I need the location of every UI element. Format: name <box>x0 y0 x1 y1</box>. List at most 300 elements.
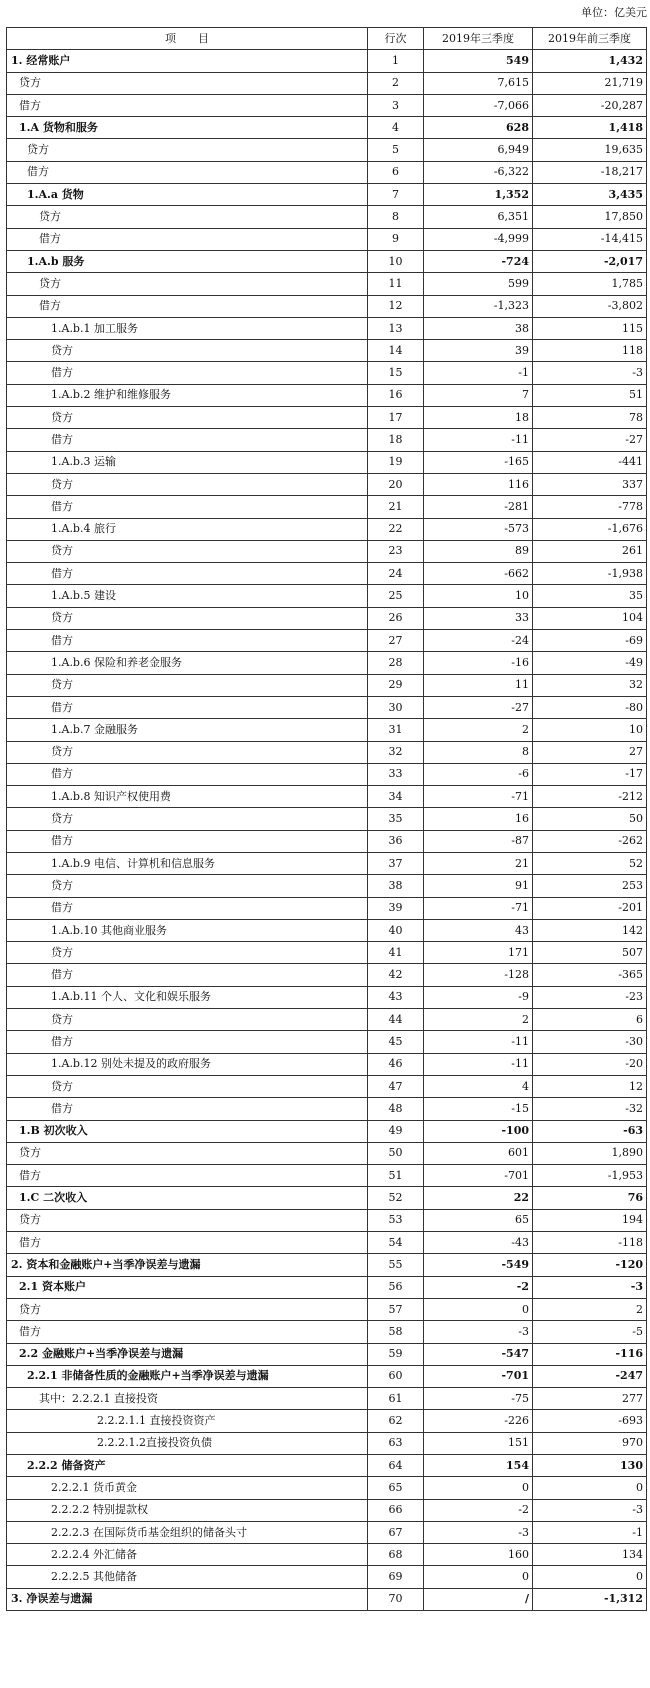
row-number: 28 <box>368 652 424 674</box>
value-first-three-quarters-2019: 261 <box>533 540 647 562</box>
row-number: 11 <box>368 273 424 295</box>
value-q3-2019: 599 <box>424 273 533 295</box>
value-q3-2019: 33 <box>424 607 533 629</box>
row-label: 2.2.2.2 特别提款权 <box>7 1499 368 1521</box>
row-number: 38 <box>368 875 424 897</box>
row-number: 67 <box>368 1521 424 1543</box>
table-row <box>7 1254 647 1276</box>
table-row <box>7 897 647 919</box>
value-q3-2019: 6,351 <box>424 206 533 228</box>
table-row <box>7 696 647 718</box>
row-number: 48 <box>368 1098 424 1120</box>
value-q3-2019: -1 <box>424 362 533 384</box>
row-number: 44 <box>368 1009 424 1031</box>
row-number: 22 <box>368 518 424 540</box>
table-row <box>7 1321 647 1343</box>
table-row <box>7 563 647 585</box>
table-row <box>7 518 647 540</box>
row-number: 31 <box>368 719 424 741</box>
value-q3-2019: -547 <box>424 1343 533 1365</box>
row-number: 51 <box>368 1165 424 1187</box>
value-q3-2019: 22 <box>424 1187 533 1209</box>
value-first-three-quarters-2019: -365 <box>533 964 647 986</box>
row-label: 借方 <box>7 897 368 919</box>
table-row <box>7 1298 647 1320</box>
table-row <box>7 1098 647 1120</box>
row-number: 41 <box>368 942 424 964</box>
value-q3-2019: 8 <box>424 741 533 763</box>
value-first-three-quarters-2019: -247 <box>533 1365 647 1387</box>
value-q3-2019: 154 <box>424 1455 533 1477</box>
table-row <box>7 763 647 785</box>
table-row <box>7 1521 647 1543</box>
value-q3-2019: 18 <box>424 407 533 429</box>
table-row <box>7 139 647 161</box>
row-number: 49 <box>368 1120 424 1142</box>
value-first-three-quarters-2019: -693 <box>533 1410 647 1432</box>
row-label: 贷方 <box>7 808 368 830</box>
row-label: 借方 <box>7 1031 368 1053</box>
row-number: 36 <box>368 830 424 852</box>
table-row <box>7 340 647 362</box>
row-label: 贷方 <box>7 206 368 228</box>
row-label: 1.A.b.12 别处未提及的政府服务 <box>7 1053 368 1075</box>
value-q3-2019: -71 <box>424 786 533 808</box>
row-label: 1.A.b 服务 <box>7 250 368 272</box>
value-q3-2019: -16 <box>424 652 533 674</box>
value-first-three-quarters-2019: 104 <box>533 607 647 629</box>
row-number: 9 <box>368 228 424 250</box>
value-first-three-quarters-2019: -27 <box>533 429 647 451</box>
value-first-three-quarters-2019: -18,217 <box>533 161 647 183</box>
value-first-three-quarters-2019: -262 <box>533 830 647 852</box>
table-row <box>7 1499 647 1521</box>
value-q3-2019: -87 <box>424 830 533 852</box>
row-label: 1.A.b.2 维护和维修服务 <box>7 384 368 406</box>
table-row <box>7 206 647 228</box>
row-number: 66 <box>368 1499 424 1521</box>
value-first-three-quarters-2019: 277 <box>533 1388 647 1410</box>
value-first-three-quarters-2019: 970 <box>533 1432 647 1454</box>
table-header-row <box>7 28 647 50</box>
value-first-three-quarters-2019: 0 <box>533 1566 647 1588</box>
value-q3-2019: -724 <box>424 250 533 272</box>
row-label: 借方 <box>7 696 368 718</box>
table-row <box>7 50 647 72</box>
table-row <box>7 94 647 116</box>
row-label: 2. 资本和金融账户+当季净误差与遗漏 <box>7 1254 368 1276</box>
table-row <box>7 1120 647 1142</box>
table-row <box>7 1031 647 1053</box>
row-label: 借方 <box>7 830 368 852</box>
row-label: 贷方 <box>7 942 368 964</box>
row-label: 借方 <box>7 763 368 785</box>
row-number: 42 <box>368 964 424 986</box>
row-number: 39 <box>368 897 424 919</box>
row-label: 1.A 货物和服务 <box>7 117 368 139</box>
row-number: 7 <box>368 184 424 206</box>
row-number: 37 <box>368 852 424 874</box>
table-row <box>7 496 647 518</box>
table-row <box>7 630 647 652</box>
value-q3-2019: 1,352 <box>424 184 533 206</box>
balance-of-payments-table <box>6 27 647 1611</box>
value-first-three-quarters-2019: 2 <box>533 1298 647 1320</box>
table-row <box>7 1455 647 1477</box>
row-number: 45 <box>368 1031 424 1053</box>
row-label: 借方 <box>7 563 368 585</box>
value-first-three-quarters-2019: -3,802 <box>533 295 647 317</box>
table-row <box>7 919 647 941</box>
table-row <box>7 1276 647 1298</box>
table-row <box>7 1075 647 1097</box>
value-q3-2019: -100 <box>424 1120 533 1142</box>
row-label: 贷方 <box>7 1142 368 1164</box>
row-label: 贷方 <box>7 407 368 429</box>
row-label: 借方 <box>7 1098 368 1120</box>
value-first-three-quarters-2019: -3 <box>533 362 647 384</box>
table-row <box>7 273 647 295</box>
row-label: 借方 <box>7 496 368 518</box>
value-q3-2019: -11 <box>424 1053 533 1075</box>
table-row <box>7 964 647 986</box>
row-number: 55 <box>368 1254 424 1276</box>
value-first-three-quarters-2019: -17 <box>533 763 647 785</box>
row-label: 贷方 <box>7 473 368 495</box>
value-q3-2019: 0 <box>424 1298 533 1320</box>
value-q3-2019: -2 <box>424 1499 533 1521</box>
value-q3-2019: 21 <box>424 852 533 874</box>
value-q3-2019: 549 <box>424 50 533 72</box>
row-label: 1.A.b.6 保险和养老金服务 <box>7 652 368 674</box>
row-label: 1.A.a 货物 <box>7 184 368 206</box>
value-q3-2019: 43 <box>424 919 533 941</box>
value-q3-2019: 7 <box>424 384 533 406</box>
value-first-three-quarters-2019: -32 <box>533 1098 647 1120</box>
table-row <box>7 1232 647 1254</box>
row-label: 2.2.2.1.1 直接投资资产 <box>7 1410 368 1432</box>
value-q3-2019: 160 <box>424 1544 533 1566</box>
row-number: 59 <box>368 1343 424 1365</box>
row-label: 1.A.b.1 加工服务 <box>7 317 368 339</box>
value-q3-2019: 39 <box>424 340 533 362</box>
value-q3-2019: 65 <box>424 1209 533 1231</box>
value-first-three-quarters-2019: -23 <box>533 986 647 1008</box>
value-first-three-quarters-2019: -1,938 <box>533 563 647 585</box>
table-row <box>7 1388 647 1410</box>
value-q3-2019: -7,066 <box>424 94 533 116</box>
value-q3-2019: 91 <box>424 875 533 897</box>
value-q3-2019: -2 <box>424 1276 533 1298</box>
table-row <box>7 852 647 874</box>
table-row <box>7 585 647 607</box>
row-number: 23 <box>368 540 424 562</box>
table-row <box>7 1187 647 1209</box>
row-label: 借方 <box>7 295 368 317</box>
row-number: 26 <box>368 607 424 629</box>
value-first-three-quarters-2019: -80 <box>533 696 647 718</box>
value-first-three-quarters-2019: -116 <box>533 1343 647 1365</box>
value-q3-2019: -128 <box>424 964 533 986</box>
value-first-three-quarters-2019: -69 <box>533 630 647 652</box>
row-label: 1.A.b.7 金融服务 <box>7 719 368 741</box>
row-number: 20 <box>368 473 424 495</box>
row-number: 32 <box>368 741 424 763</box>
value-first-three-quarters-2019: -120 <box>533 1254 647 1276</box>
value-first-three-quarters-2019: 1,432 <box>533 50 647 72</box>
value-q3-2019: -3 <box>424 1321 533 1343</box>
table-row <box>7 117 647 139</box>
value-first-three-quarters-2019: -1 <box>533 1521 647 1543</box>
value-q3-2019: 171 <box>424 942 533 964</box>
value-first-three-quarters-2019: 1,785 <box>533 273 647 295</box>
value-q3-2019: -6 <box>424 763 533 785</box>
table-row <box>7 1053 647 1075</box>
value-first-three-quarters-2019: 52 <box>533 852 647 874</box>
value-first-three-quarters-2019: -778 <box>533 496 647 518</box>
value-first-three-quarters-2019: 337 <box>533 473 647 495</box>
value-q3-2019: 151 <box>424 1432 533 1454</box>
table-row <box>7 652 647 674</box>
row-label: 1.A.b.5 建设 <box>7 585 368 607</box>
value-q3-2019: 2 <box>424 719 533 741</box>
table-row <box>7 1432 647 1454</box>
row-number: 52 <box>368 1187 424 1209</box>
value-first-three-quarters-2019: -1,953 <box>533 1165 647 1187</box>
row-number: 5 <box>368 139 424 161</box>
table-row <box>7 942 647 964</box>
row-number: 54 <box>368 1232 424 1254</box>
row-label: 2.2.2 储备资产 <box>7 1455 368 1477</box>
value-first-three-quarters-2019: 6 <box>533 1009 647 1031</box>
row-number: 68 <box>368 1544 424 1566</box>
row-number: 24 <box>368 563 424 585</box>
row-label: 2.2 金融账户+当季净误差与遗漏 <box>7 1343 368 1365</box>
header-first-three-quarters-2019: 2019年前三季度 <box>533 28 647 50</box>
table-row <box>7 184 647 206</box>
value-q3-2019: -75 <box>424 1388 533 1410</box>
value-q3-2019: 2 <box>424 1009 533 1031</box>
value-first-three-quarters-2019: -49 <box>533 652 647 674</box>
value-q3-2019: -165 <box>424 451 533 473</box>
value-q3-2019: -662 <box>424 563 533 585</box>
row-label: 贷方 <box>7 875 368 897</box>
table-row <box>7 1142 647 1164</box>
row-number: 2 <box>368 72 424 94</box>
value-first-three-quarters-2019: 0 <box>533 1477 647 1499</box>
table-row <box>7 362 647 384</box>
row-label: 1. 经常账户 <box>7 50 368 72</box>
table-row <box>7 317 647 339</box>
table-row <box>7 1209 647 1231</box>
table-row <box>7 875 647 897</box>
value-q3-2019: -9 <box>424 986 533 1008</box>
value-q3-2019: -3 <box>424 1521 533 1543</box>
row-label: 贷方 <box>7 674 368 696</box>
row-label: 2.2.2.1.2直接投资负债 <box>7 1432 368 1454</box>
table-row <box>7 473 647 495</box>
value-q3-2019: 0 <box>424 1477 533 1499</box>
value-first-three-quarters-2019: -3 <box>533 1276 647 1298</box>
table-row <box>7 1165 647 1187</box>
row-label: 借方 <box>7 1232 368 1254</box>
value-q3-2019: -573 <box>424 518 533 540</box>
row-label: 1.A.b.8 知识产权使用费 <box>7 786 368 808</box>
value-first-three-quarters-2019: -20 <box>533 1053 647 1075</box>
table-row <box>7 540 647 562</box>
row-label: 借方 <box>7 228 368 250</box>
row-number: 63 <box>368 1432 424 1454</box>
row-label: 2.2.2.1 货币黄金 <box>7 1477 368 1499</box>
row-number: 21 <box>368 496 424 518</box>
row-number: 10 <box>368 250 424 272</box>
table-row <box>7 986 647 1008</box>
row-number: 16 <box>368 384 424 406</box>
value-first-three-quarters-2019: 21,719 <box>533 72 647 94</box>
value-first-three-quarters-2019: 19,635 <box>533 139 647 161</box>
row-number: 47 <box>368 1075 424 1097</box>
unit-label: 单位：亿美元 <box>581 6 647 19</box>
row-label: 3. 净误差与遗漏 <box>7 1588 368 1610</box>
row-label: 借方 <box>7 1165 368 1187</box>
table-row <box>7 830 647 852</box>
row-label: 借方 <box>7 630 368 652</box>
value-q3-2019: -71 <box>424 897 533 919</box>
value-first-three-quarters-2019: -212 <box>533 786 647 808</box>
row-number: 33 <box>368 763 424 785</box>
value-q3-2019: 116 <box>424 473 533 495</box>
header-q3-2019: 2019年三季度 <box>424 28 533 50</box>
row-number: 53 <box>368 1209 424 1231</box>
table-row <box>7 1477 647 1499</box>
row-label: 2.1 资本账户 <box>7 1276 368 1298</box>
row-label: 借方 <box>7 429 368 451</box>
value-first-three-quarters-2019: -118 <box>533 1232 647 1254</box>
table-row <box>7 741 647 763</box>
table-row <box>7 384 647 406</box>
row-number: 19 <box>368 451 424 473</box>
row-label: 贷方 <box>7 273 368 295</box>
table-row <box>7 1588 647 1610</box>
row-label: 1.C 二次收入 <box>7 1187 368 1209</box>
table-row <box>7 161 647 183</box>
row-label: 贷方 <box>7 1298 368 1320</box>
value-q3-2019: -11 <box>424 429 533 451</box>
row-label: 借方 <box>7 1321 368 1343</box>
row-label: 贷方 <box>7 72 368 94</box>
value-first-three-quarters-2019: -3 <box>533 1499 647 1521</box>
value-q3-2019: -27 <box>424 696 533 718</box>
value-q3-2019: -24 <box>424 630 533 652</box>
value-q3-2019: 89 <box>424 540 533 562</box>
row-number: 57 <box>368 1298 424 1320</box>
value-q3-2019: -281 <box>424 496 533 518</box>
row-number: 43 <box>368 986 424 1008</box>
table-row <box>7 1566 647 1588</box>
row-label: 1.A.b.9 电信、计算机和信息服务 <box>7 852 368 874</box>
table-row <box>7 786 647 808</box>
value-q3-2019: 16 <box>424 808 533 830</box>
row-label: 贷方 <box>7 139 368 161</box>
value-first-three-quarters-2019: 3,435 <box>533 184 647 206</box>
row-number: 30 <box>368 696 424 718</box>
value-first-three-quarters-2019: 27 <box>533 741 647 763</box>
value-first-three-quarters-2019: -5 <box>533 1321 647 1343</box>
row-number: 62 <box>368 1410 424 1432</box>
row-number: 50 <box>368 1142 424 1164</box>
row-number: 65 <box>368 1477 424 1499</box>
row-number: 6 <box>368 161 424 183</box>
row-number: 58 <box>368 1321 424 1343</box>
value-first-three-quarters-2019: 10 <box>533 719 647 741</box>
value-first-three-quarters-2019: 194 <box>533 1209 647 1231</box>
value-first-three-quarters-2019: -201 <box>533 897 647 919</box>
row-label: 贷方 <box>7 340 368 362</box>
value-first-three-quarters-2019: -1,312 <box>533 1588 647 1610</box>
value-first-three-quarters-2019: 134 <box>533 1544 647 1566</box>
row-number: 40 <box>368 919 424 941</box>
row-label: 贷方 <box>7 741 368 763</box>
row-label: 1.A.b.3 运输 <box>7 451 368 473</box>
value-first-three-quarters-2019: 253 <box>533 875 647 897</box>
row-number: 8 <box>368 206 424 228</box>
table-row <box>7 295 647 317</box>
row-label: 2.2.2.4 外汇储备 <box>7 1544 368 1566</box>
row-number: 56 <box>368 1276 424 1298</box>
row-number: 18 <box>368 429 424 451</box>
value-first-three-quarters-2019: 17,850 <box>533 206 647 228</box>
table-row <box>7 72 647 94</box>
row-label: 1.B 初次收入 <box>7 1120 368 1142</box>
row-number: 35 <box>368 808 424 830</box>
row-number: 15 <box>368 362 424 384</box>
table-row <box>7 1343 647 1365</box>
row-number: 60 <box>368 1365 424 1387</box>
value-q3-2019: 4 <box>424 1075 533 1097</box>
value-first-three-quarters-2019: 50 <box>533 808 647 830</box>
value-first-three-quarters-2019: 12 <box>533 1075 647 1097</box>
row-label: 2.2.2.3 在国际货币基金组织的储备头寸 <box>7 1521 368 1543</box>
value-q3-2019: 601 <box>424 1142 533 1164</box>
table-body <box>7 50 647 1611</box>
value-first-three-quarters-2019: 1,890 <box>533 1142 647 1164</box>
value-q3-2019: 7,615 <box>424 72 533 94</box>
row-label: 贷方 <box>7 607 368 629</box>
value-q3-2019: 10 <box>424 585 533 607</box>
value-first-three-quarters-2019: 32 <box>533 674 647 696</box>
value-q3-2019: -15 <box>424 1098 533 1120</box>
table-row <box>7 1410 647 1432</box>
row-label: 2.2.2.5 其他储备 <box>7 1566 368 1588</box>
table-row <box>7 228 647 250</box>
row-label: 贷方 <box>7 1209 368 1231</box>
row-number: 1 <box>368 50 424 72</box>
value-first-three-quarters-2019: 507 <box>533 942 647 964</box>
value-first-three-quarters-2019: 1,418 <box>533 117 647 139</box>
value-first-three-quarters-2019: 78 <box>533 407 647 429</box>
table-row <box>7 808 647 830</box>
value-q3-2019: -43 <box>424 1232 533 1254</box>
value-q3-2019: 38 <box>424 317 533 339</box>
value-q3-2019: -701 <box>424 1165 533 1187</box>
row-label: 1.A.b.10 其他商业服务 <box>7 919 368 941</box>
value-q3-2019: / <box>424 1588 533 1610</box>
value-first-three-quarters-2019: -441 <box>533 451 647 473</box>
row-number: 69 <box>368 1566 424 1588</box>
row-label: 借方 <box>7 964 368 986</box>
row-number: 34 <box>368 786 424 808</box>
table-row <box>7 407 647 429</box>
